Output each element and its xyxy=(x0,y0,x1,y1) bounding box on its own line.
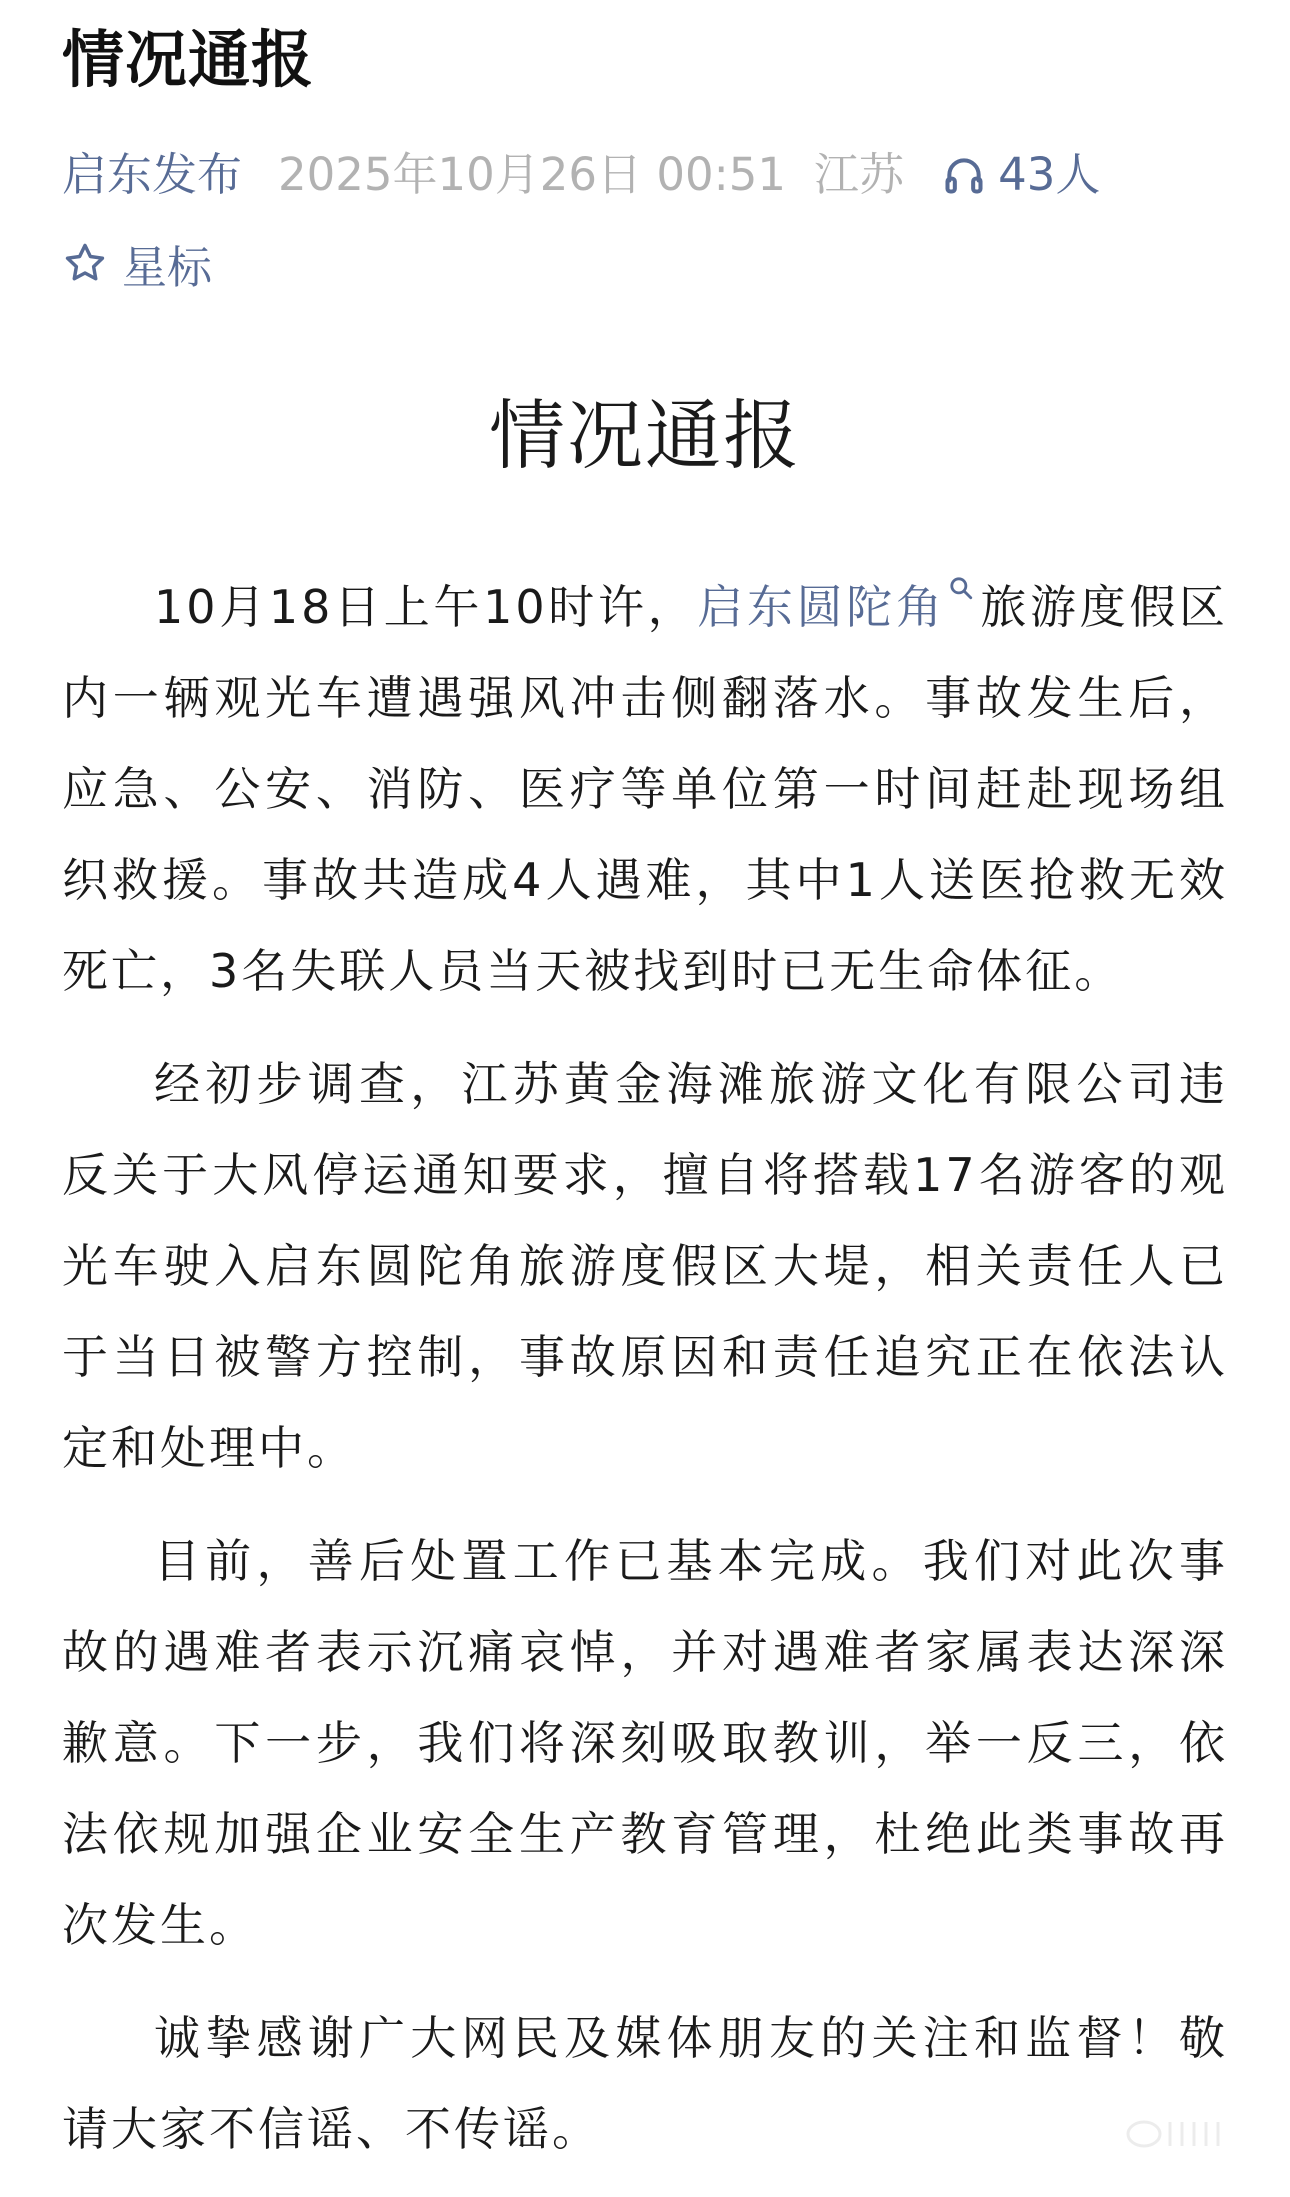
listen-count: 43人 xyxy=(998,148,1101,201)
star-label: 星标 xyxy=(122,240,213,294)
watermark-logo xyxy=(1122,2112,1272,2152)
account-name-link[interactable]: 启东发布 xyxy=(62,148,243,201)
article-title: 情况通报 xyxy=(62,23,315,96)
paragraph-1 xyxy=(62,562,1228,1017)
location-link-text: 启东圆陀角 xyxy=(697,580,946,634)
paragraph-1-rest: 旅游度假区内一辆观光车遭遇强风冲击侧翻落水。事故发生后，应急、公安、消防、医疗等单位第一时间赶赴现场组织救援。事故共造成4人遇难，其中1人送医抢救无效死亡，3名失联人员当天被找到时已无生命体征。 xyxy=(62,580,1229,998)
listen-button[interactable] xyxy=(942,140,1100,210)
notice-body xyxy=(62,562,1228,2197)
publish-date: 2025年10月26日 00:51 xyxy=(278,148,787,201)
paragraph-3: 目前，善后处置工作已基本完成。我们对此次事故的遇难者表示沉痛哀悼，并对遇难者家属表达深深歉意。下一步，我们将深刻吸取教训，举一反三，依法依规加强企业安全生产教育管理，杜绝此类事故再次发生。 xyxy=(62,1534,1228,1952)
paragraph-1-start: 10月18日上午10时许， xyxy=(154,580,698,634)
paragraph-2: 经初步调查，江苏黄金海滩旅游文化有限公司违反关于大风停运通知要求，擅自将搭载17名游客的观光车驶入启东圆陀角旅游度假区大堤，相关责任人已于当日被警方控制，事故原因和责任追究正在依法认定和处理中。 xyxy=(62,1057,1228,1475)
star-button[interactable] xyxy=(62,228,212,298)
search-icon xyxy=(948,575,974,601)
headphones-icon xyxy=(942,153,986,197)
article-meta xyxy=(62,140,1100,210)
notice-heading: 情况通报 xyxy=(489,391,801,480)
location-search-link[interactable] xyxy=(697,580,979,634)
star-icon xyxy=(62,240,108,286)
publish-region: 江苏 xyxy=(814,148,905,201)
paragraph-4: 诚挚感谢广大网民及媒体朋友的关注和监督！敬请大家不信谣、不传谣。 xyxy=(62,2011,1228,2156)
